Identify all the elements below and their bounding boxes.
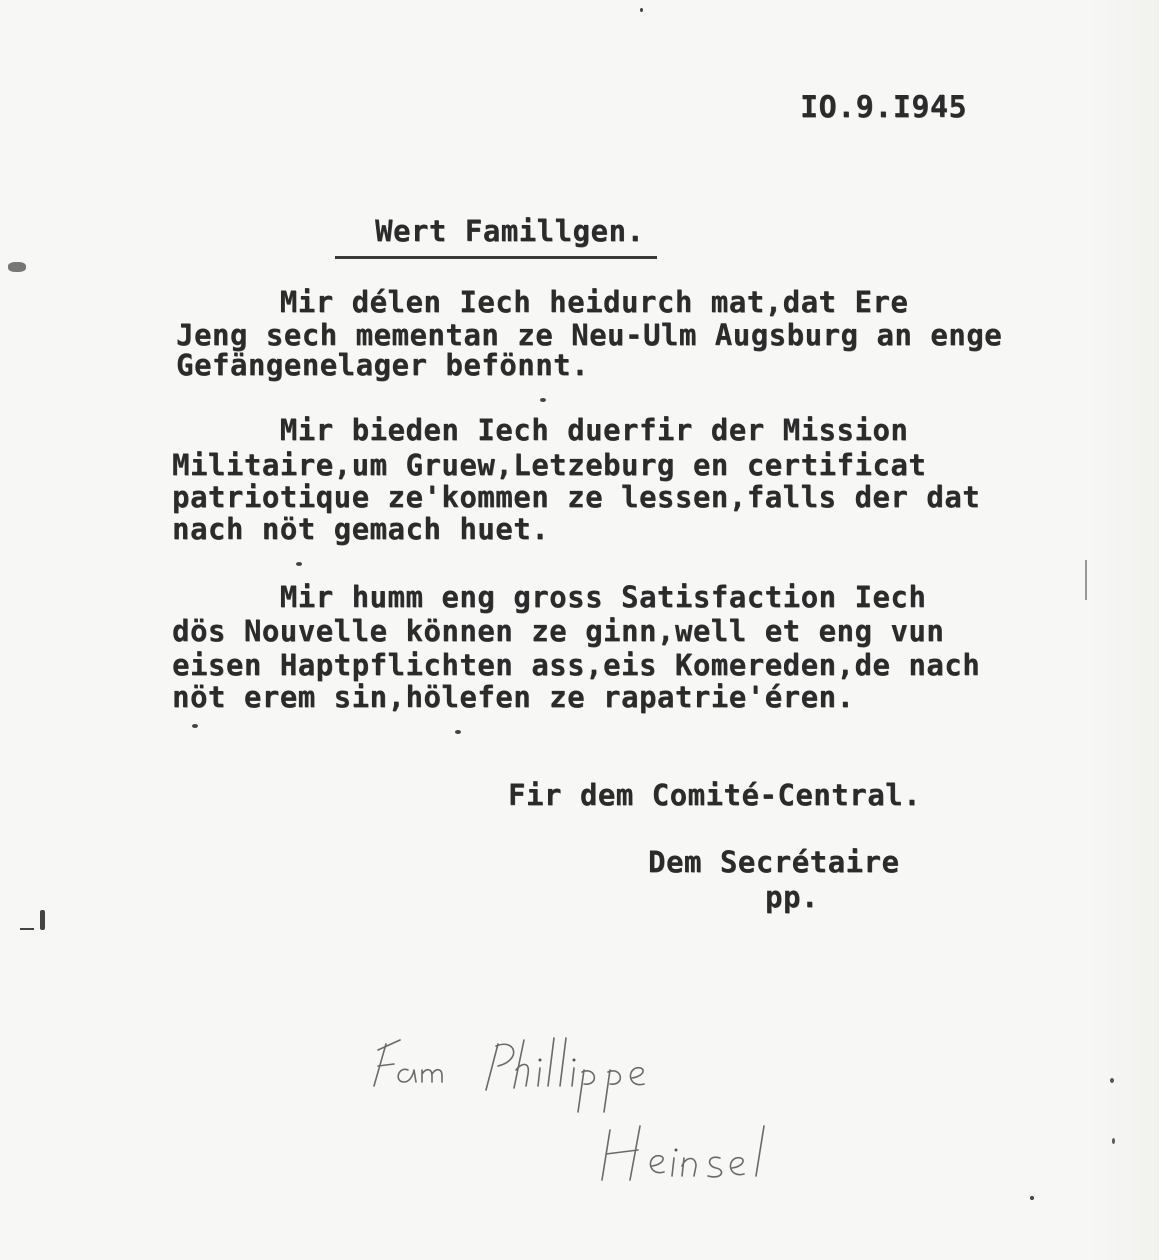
paragraph-1-line-2: Jeng sech mementan ze Neu-Ulm Augsburg an enge <box>176 318 1003 352</box>
paragraph-1-line-3: Gefängenelager befönnt. <box>176 348 590 382</box>
paragraph-3-line-4: nöt erem sin,hölefen ze rapatrie'éren. <box>172 680 855 714</box>
scan-speck <box>640 8 643 12</box>
scan-mark <box>8 262 26 272</box>
salutation: Wert Famillgen. <box>375 214 645 248</box>
scan-speck <box>192 724 198 728</box>
scan-mark <box>40 910 45 930</box>
scan-speck <box>1030 1196 1034 1200</box>
scan-speck <box>455 730 461 734</box>
scan-mark <box>1085 560 1087 600</box>
handwritten-note <box>360 1030 800 1190</box>
paragraph-2-line-3: patriotique ze'kommen ze lessen,falls der dat <box>172 480 981 514</box>
paragraph-2-line-4: nach nöt gemach huet. <box>172 512 550 546</box>
closing-line: Fir dem Comité-Central. <box>508 778 922 812</box>
scan-edge-shade <box>1089 0 1159 1260</box>
scan-speck <box>296 562 302 566</box>
paragraph-2-line-1: Mir bieden Iech duerfir der Mission <box>172 413 909 447</box>
signature-pp: pp. <box>765 880 819 914</box>
paragraph-2-line-2: Militaire,um Gruew,Letzeburg en certificat <box>172 448 927 482</box>
paragraph-3-line-2: dös Nouvelle können ze ginn,well et eng vun <box>172 614 945 648</box>
paragraph-3-line-1: Mir humm eng gross Satisfaction Iech <box>172 580 927 614</box>
salutation-underline <box>335 256 657 259</box>
signature-title: Dem Secrétaire <box>648 845 900 879</box>
scan-speck <box>540 398 546 402</box>
letter-date: IO.9.I945 <box>800 90 968 125</box>
scan-mark <box>20 928 34 930</box>
paragraph-1-line-1: Mir délen Iech heidurch mat,dat Ere <box>172 285 909 319</box>
paragraph-3-line-3: eisen Haptpflichten ass,eis Komereden,de nach <box>172 648 981 682</box>
